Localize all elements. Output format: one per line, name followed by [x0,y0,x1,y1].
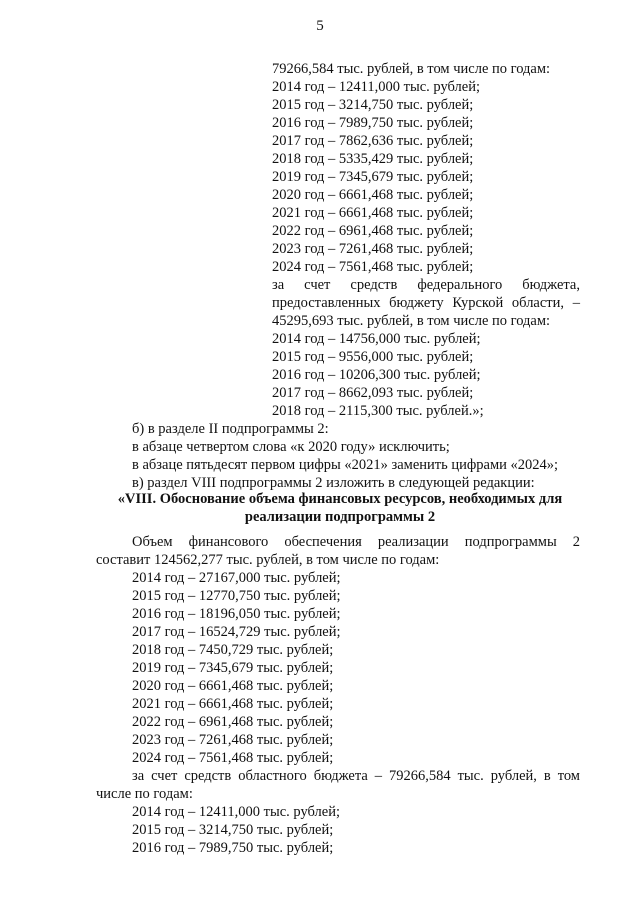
section-para1-line2: составит 124562,277 тыс. рублей, в том числе по годам: [96,552,440,568]
regional-year-2016: 2016 год – 7989,750 тыс. рублей; [132,840,334,856]
section-heading-line2: реализации подпрограммы 2 [244,509,436,525]
section-regional-line1: за счет средств областного бюджета – 79266,584 тыс. рублей, в том [132,768,580,784]
federal-year-2018: 2018 год – 2115,300 тыс. рублей.»; [272,403,484,419]
block1-year-2019: 2019 год – 7345,679 тыс. рублей; [272,169,474,185]
regional-year-2015: 2015 год – 3214,750 тыс. рублей; [132,822,334,838]
block1-year-2017: 2017 год – 7862,636 тыс. рублей; [272,133,474,149]
section-year-2023: 2023 год – 7261,468 тыс. рублей; [132,732,334,748]
block1-federal-line2: предоставленных бюджету Курской области, – [272,295,580,311]
block1-year-2021: 2021 год – 6661,468 тыс. рублей; [272,205,474,221]
section-year-2019: 2019 год – 7345,679 тыс. рублей; [132,660,334,676]
section-year-2016: 2016 год – 18196,050 тыс. рублей; [132,606,341,622]
block1-year-2016: 2016 год – 7989,750 тыс. рублей; [272,115,474,131]
federal-year-2015: 2015 год – 9556,000 тыс. рублей; [272,349,474,365]
block1-year-2018: 2018 год – 5335,429 тыс. рублей; [272,151,474,167]
amendment-b: б) в разделе II подпрограммы 2: [132,421,329,437]
section-heading-line1: «VIII. Обоснование объема финансовых ресурсов, необходимых для [117,491,563,507]
section-year-2014: 2014 год – 27167,000 тыс. рублей; [132,570,341,586]
federal-year-2016: 2016 год – 10206,300 тыс. рублей; [272,367,481,383]
amendment-para51: в абзаце пятьдесят первом цифры «2021» заменить цифрами «2024»; [132,457,559,473]
amendment-v: в) раздел VIII подпрограммы 2 изложить в следующей редакции: [132,475,535,491]
block1-federal-line3: 45295,693 тыс. рублей, в том числе по годам: [272,313,551,329]
section-year-2017: 2017 год – 16524,729 тыс. рублей; [132,624,341,640]
section-year-2022: 2022 год – 6961,468 тыс. рублей; [132,714,334,730]
federal-year-2014: 2014 год – 14756,000 тыс. рублей; [272,331,481,347]
block1-year-2014: 2014 год – 12411,000 тыс. рублей; [272,79,480,95]
block1-intro: 79266,584 тыс. рублей, в том числе по годам: [272,61,551,77]
federal-year-2017: 2017 год – 8662,093 тыс. рублей; [272,385,474,401]
block1-year-2022: 2022 год – 6961,468 тыс. рублей; [272,223,474,239]
block1-federal-line1: за счет средств федерального бюджета, [272,277,580,293]
block1-year-2015: 2015 год – 3214,750 тыс. рублей; [272,97,474,113]
block1-year-2024: 2024 год – 7561,468 тыс. рублей; [272,259,474,275]
block1-year-2023: 2023 год – 7261,468 тыс. рублей; [272,241,474,257]
page-number: 5 [316,18,324,34]
section-year-2020: 2020 год – 6661,468 тыс. рублей; [132,678,334,694]
section-year-2015: 2015 год – 12770,750 тыс. рублей; [132,588,341,604]
section-year-2024: 2024 год – 7561,468 тыс. рублей; [132,750,334,766]
section-year-2021: 2021 год – 6661,468 тыс. рублей; [132,696,334,712]
amendment-para4: в абзаце четвертом слова «к 2020 году» исключить; [132,439,450,455]
block1-year-2020: 2020 год – 6661,468 тыс. рублей; [272,187,474,203]
section-year-2018: 2018 год – 7450,729 тыс. рублей; [132,642,334,658]
section-regional-line2: числе по годам: [96,786,193,802]
regional-year-2014: 2014 год – 12411,000 тыс. рублей; [132,804,340,820]
section-para1-line1: Объем финансового обеспечения реализации подпрограммы 2 [132,534,580,550]
